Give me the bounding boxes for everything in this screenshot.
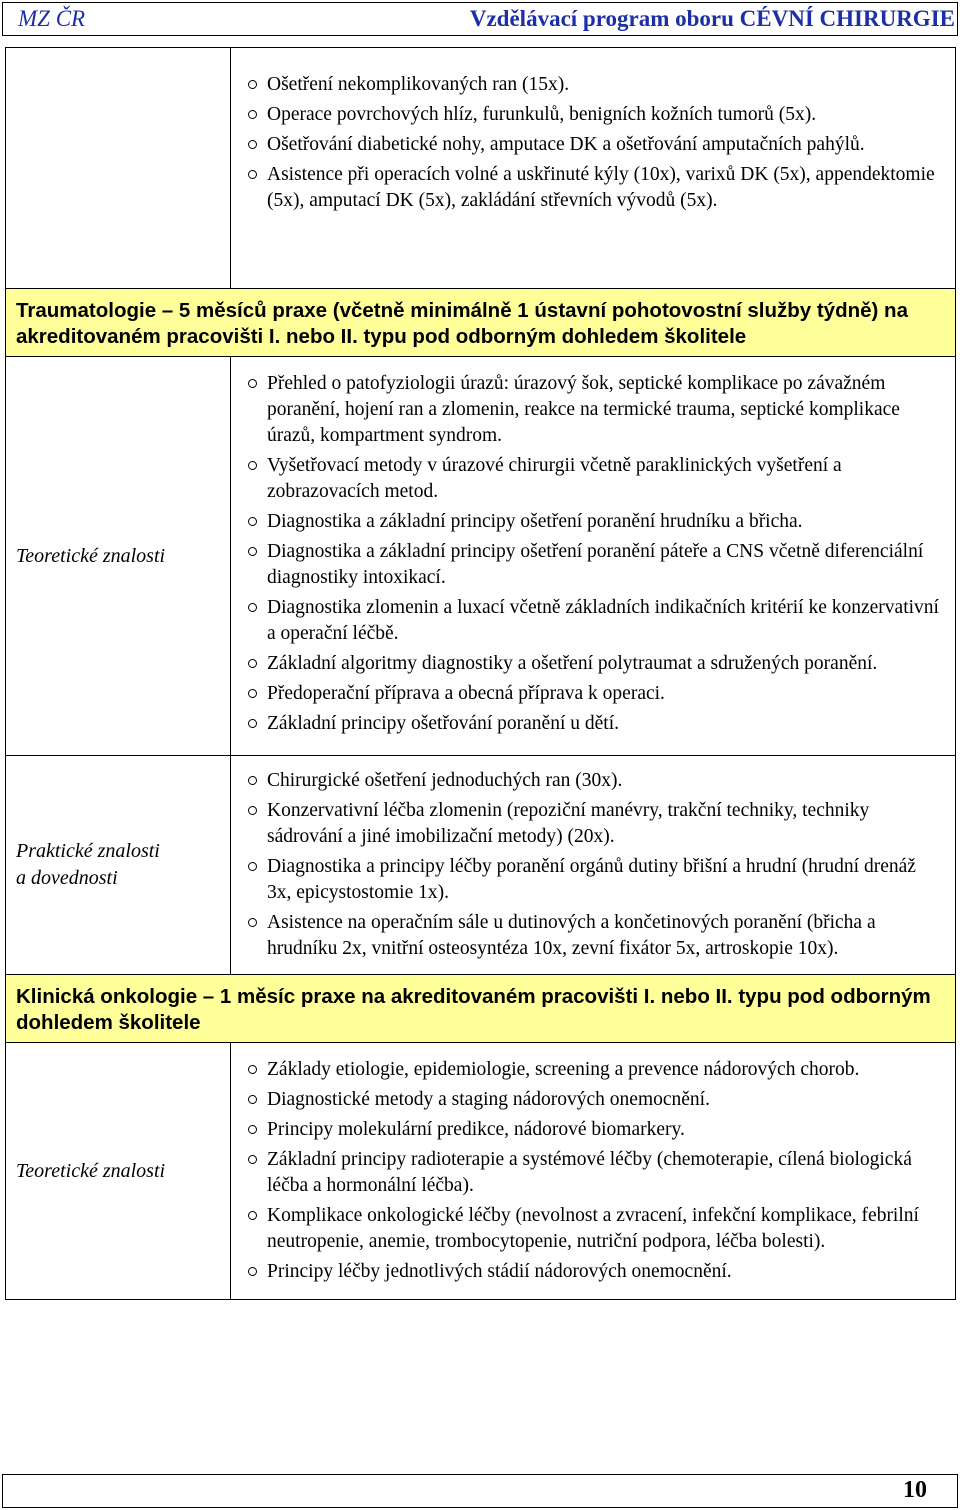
list-item: Základní principy radioterapie a systémové léčby (chemoterapie, cílená biologická léčba a hormonální léčba). bbox=[245, 1147, 945, 1199]
list-item: Diagnostické metody a staging nádorových onemocnění. bbox=[245, 1087, 945, 1113]
section-title-onkologie: Klinická onkologie – 1 měsíc praxe na akreditovaném pracovišti I. nebo II. typu pod odborným dohledem školitele bbox=[6, 975, 956, 1043]
onkologie-header-row bbox=[6, 975, 956, 1043]
bullet-icon bbox=[245, 72, 259, 98]
list-item: Základy etiologie, epidemiologie, screening a prevence nádorových chorob. bbox=[245, 1057, 945, 1083]
header-ministry: MZ ČR bbox=[18, 6, 86, 31]
list-item: Operace povrchových hlíz, furunkulů, benigních kožních tumorů (5x). bbox=[245, 102, 945, 128]
page-header bbox=[2, 2, 958, 36]
list-item: Chirurgické ošetření jednoduchých ran (30x). bbox=[245, 768, 945, 794]
list-item: Základní principy ošetřování poranění u dětí. bbox=[245, 711, 945, 737]
empty-label-cell bbox=[6, 48, 231, 289]
bullet-icon bbox=[245, 132, 259, 158]
list-item: Asistence při operacích volné a uskřinuté kýly (10x), varixů DK (5x), appendektomie (5x), amputací DK (5x), zakládání střevních vývodů (5x). bbox=[245, 162, 945, 214]
bullet-icon bbox=[245, 768, 259, 794]
list-item: Komplikace onkologické léčby (nevolnost a zvracení, infekční komplikace, febrilní neutropenie, anemie, trombocytopenie, nutriční podpora, léčba bolesti). bbox=[245, 1203, 945, 1255]
page-footer bbox=[2, 1474, 958, 1508]
traumatologie-header-row bbox=[6, 289, 956, 357]
bullet-icon bbox=[245, 651, 259, 677]
list-item: Předoperační příprava a obecná příprava k operaci. bbox=[245, 681, 945, 707]
continuation-list bbox=[245, 72, 945, 214]
bullet-icon bbox=[245, 1259, 259, 1285]
traumatologie-theory-row bbox=[6, 357, 956, 756]
bullet-icon bbox=[245, 1087, 259, 1113]
bullet-icon bbox=[245, 102, 259, 128]
list-item: Konzervativní léčba zlomenin (repoziční manévry, trakční techniky, techniky sádrování a jiné imobilizační metody) (20x). bbox=[245, 798, 945, 850]
onkologie-theory-row bbox=[6, 1043, 956, 1300]
list-item: Diagnostika a principy léčby poranění orgánů dutiny břišní a hrudní (hrudní drenáž 3x, epicystostomie 1x). bbox=[245, 854, 945, 906]
theory-label: Teoretické znalosti bbox=[6, 1043, 231, 1300]
bullet-icon bbox=[245, 711, 259, 737]
list-item: Ošetřování diabetické nohy, amputace DK a ošetřování amputačních pahýlů. bbox=[245, 132, 945, 158]
page-number: 10 bbox=[903, 1477, 927, 1503]
list-item: Diagnostika a základní principy ošetření poranění páteře a CNS včetně diferenciální diagnostiky intoxikací. bbox=[245, 539, 945, 591]
list-item: Ošetření nekomplikovaných ran (15x). bbox=[245, 72, 945, 98]
bullet-icon bbox=[245, 162, 259, 188]
practice-list bbox=[245, 768, 945, 962]
bullet-icon bbox=[245, 681, 259, 707]
bullet-icon bbox=[245, 910, 259, 936]
theory-list bbox=[245, 1057, 945, 1285]
traumatologie-practice-row bbox=[6, 756, 956, 975]
bullet-icon bbox=[245, 509, 259, 535]
bullet-icon bbox=[245, 1203, 259, 1229]
theory-content bbox=[231, 357, 956, 756]
list-item: Principy molekulární predikce, nádorové biomarkery. bbox=[245, 1117, 945, 1143]
bullet-icon bbox=[245, 1057, 259, 1083]
list-item: Základní algoritmy diagnostiky a ošetření polytraumat a sdružených poranění. bbox=[245, 651, 945, 677]
bullet-icon bbox=[245, 595, 259, 621]
practice-label bbox=[6, 756, 231, 975]
practice-label-line-1: Praktické znalosti bbox=[16, 840, 160, 862]
list-item: Vyšetřovací metody v úrazové chirurgii včetně paraklinických vyšetření a zobrazovacích metod. bbox=[245, 453, 945, 505]
list-item: Principy léčby jednotlivých stádií nádorových onemocnění. bbox=[245, 1259, 945, 1285]
section-title-traumatologie: Traumatologie – 5 měsíců praxe (včetně minimálně 1 ústavní pohotovostní služby týdně) na akreditovaném pracovišti I. nebo II. typu pod odborným dohledem školitele bbox=[6, 289, 956, 357]
continuation-content bbox=[231, 48, 956, 289]
theory-list bbox=[245, 371, 945, 737]
list-item: Asistence na operačním sále u dutinových a končetinových poranění (břicha a hrudníku 2x, vnitřní osteosyntéza 10x, zevní fixátor 5x, artroskopie 10x). bbox=[245, 910, 945, 962]
list-item: Přehled o patofyziologii úrazů: úrazový šok, septické komplikace po závažném poranění, hojení ran a zlomenin, reakce na termické trauma, septické komplikace úrazů, kompartment syndrom. bbox=[245, 371, 945, 449]
curriculum-table bbox=[5, 47, 956, 1300]
bullet-icon bbox=[245, 1147, 259, 1173]
practice-content bbox=[231, 756, 956, 975]
bullet-icon bbox=[245, 453, 259, 479]
theory-label: Teoretické znalosti bbox=[6, 357, 231, 756]
bullet-icon bbox=[245, 798, 259, 824]
top-continuation-row bbox=[6, 48, 956, 289]
header-program-title: Vzdělávací program oboru CÉVNÍ CHIRURGIE bbox=[469, 6, 955, 31]
bullet-icon bbox=[245, 1117, 259, 1143]
list-item: Diagnostika zlomenin a luxací včetně základních indikačních kritérií ke konzervativní a operační léčbě. bbox=[245, 595, 945, 647]
theory-content bbox=[231, 1043, 956, 1300]
bullet-icon bbox=[245, 539, 259, 565]
bullet-icon bbox=[245, 371, 259, 397]
bullet-icon bbox=[245, 854, 259, 880]
list-item: Diagnostika a základní principy ošetření poranění hrudníku a břicha. bbox=[245, 509, 945, 535]
practice-label-line-2: a dovednosti bbox=[16, 867, 118, 889]
